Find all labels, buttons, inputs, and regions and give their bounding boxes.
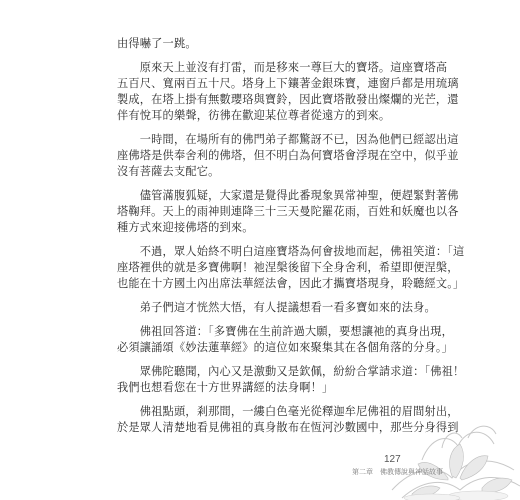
paragraph-gap [117,236,409,244]
text-line: 佛祖點頭，剎那間，一縷白色毫光從釋迦牟尼佛祖的眉間射出， [117,405,459,418]
text-line: 由得嚇了一跳。 [117,37,197,50]
paragraph-gap [117,52,409,60]
text-line: 伴有悅耳的樂聲，彷彿在歡迎某位尊者從遠方的到來。 [117,109,391,122]
paragraph-gap [117,124,409,132]
text-line: 弟子們這才恍然大悟，有人提議想看一看多寶如來的法身。 [117,301,436,314]
running-footer: 第二章 佛教傳說與神話故事 [352,468,443,476]
paragraph-gap [117,180,409,188]
text-line: 座佛塔是供奉舍利的佛塔，但不明白為何寶塔會浮現在空中，似乎並 [117,149,459,162]
text-line: 眾佛陀聽聞，內心又是激動又是欽佩，紛紛合掌請求道：「佛祖！ [117,365,465,378]
text-line: 儘管滿腹狐疑，大家還是覺得此番現象異常神聖，便趕緊對著佛 [117,189,459,202]
text-line: 也能在十方國土內出席法華經法會，因此才攜寶塔現身，聆聽經文。」 [117,277,465,290]
text-line: 種方式來迎接佛塔的到來。 [117,221,254,234]
text-line: 佛祖回答道：「多寶佛在生前許過大願，要想讓祂的真身出現， [117,325,454,338]
paragraph-gap [117,292,409,300]
text-line: 塔鞠拜。天上的雨神則連降三十三天曼陀羅花雨，百姓和妖魔也以各 [117,205,459,218]
text-line: 必須讓誦頌《妙法蓮華經》的這位如來聚集其在各個角落的分身。」 [117,341,454,354]
text-line: 一時間，在場所有的佛門弟子都驚訝不已，因為他們已經認出這 [117,133,459,146]
lotus-cloud-ornament [382,398,520,500]
text-line: 五百尺、寬兩百五十尺。塔身上下鑲著金銀珠寶，連窗戶都是用琉璃 [117,77,459,90]
body-text [117,36,465,436]
text-line: 座塔裡供的就是多寶佛啊！祂涅槃後留下全身舍利，希望即便涅槃， [117,261,459,274]
page-number: 127 [384,454,401,465]
text-line: 不過，眾人始終不明白這座寶塔為何會拔地而起，佛祖笑道：「這 [117,245,465,258]
text-line: 我們也想看您在十方世界講經的法身啊！」 [117,381,334,394]
text-line: 製成，在塔上掛有無數瓔珞與寶鈴，因此寶塔散發出燦爛的光芒，還 [117,93,459,106]
paragraph-gap [117,396,409,404]
text-line: 原來天上並沒有打雷，而是移來一尊巨大的寶塔。這座寶塔高 [117,61,448,74]
paragraph-gap [117,356,409,364]
text-line: 於是眾人清楚地看見佛祖的真身散布在恆河沙數國中，那些分身得到 [117,421,459,434]
paragraph-gap [117,316,409,324]
text-line: 沒有菩薩去支配它。 [117,165,220,178]
